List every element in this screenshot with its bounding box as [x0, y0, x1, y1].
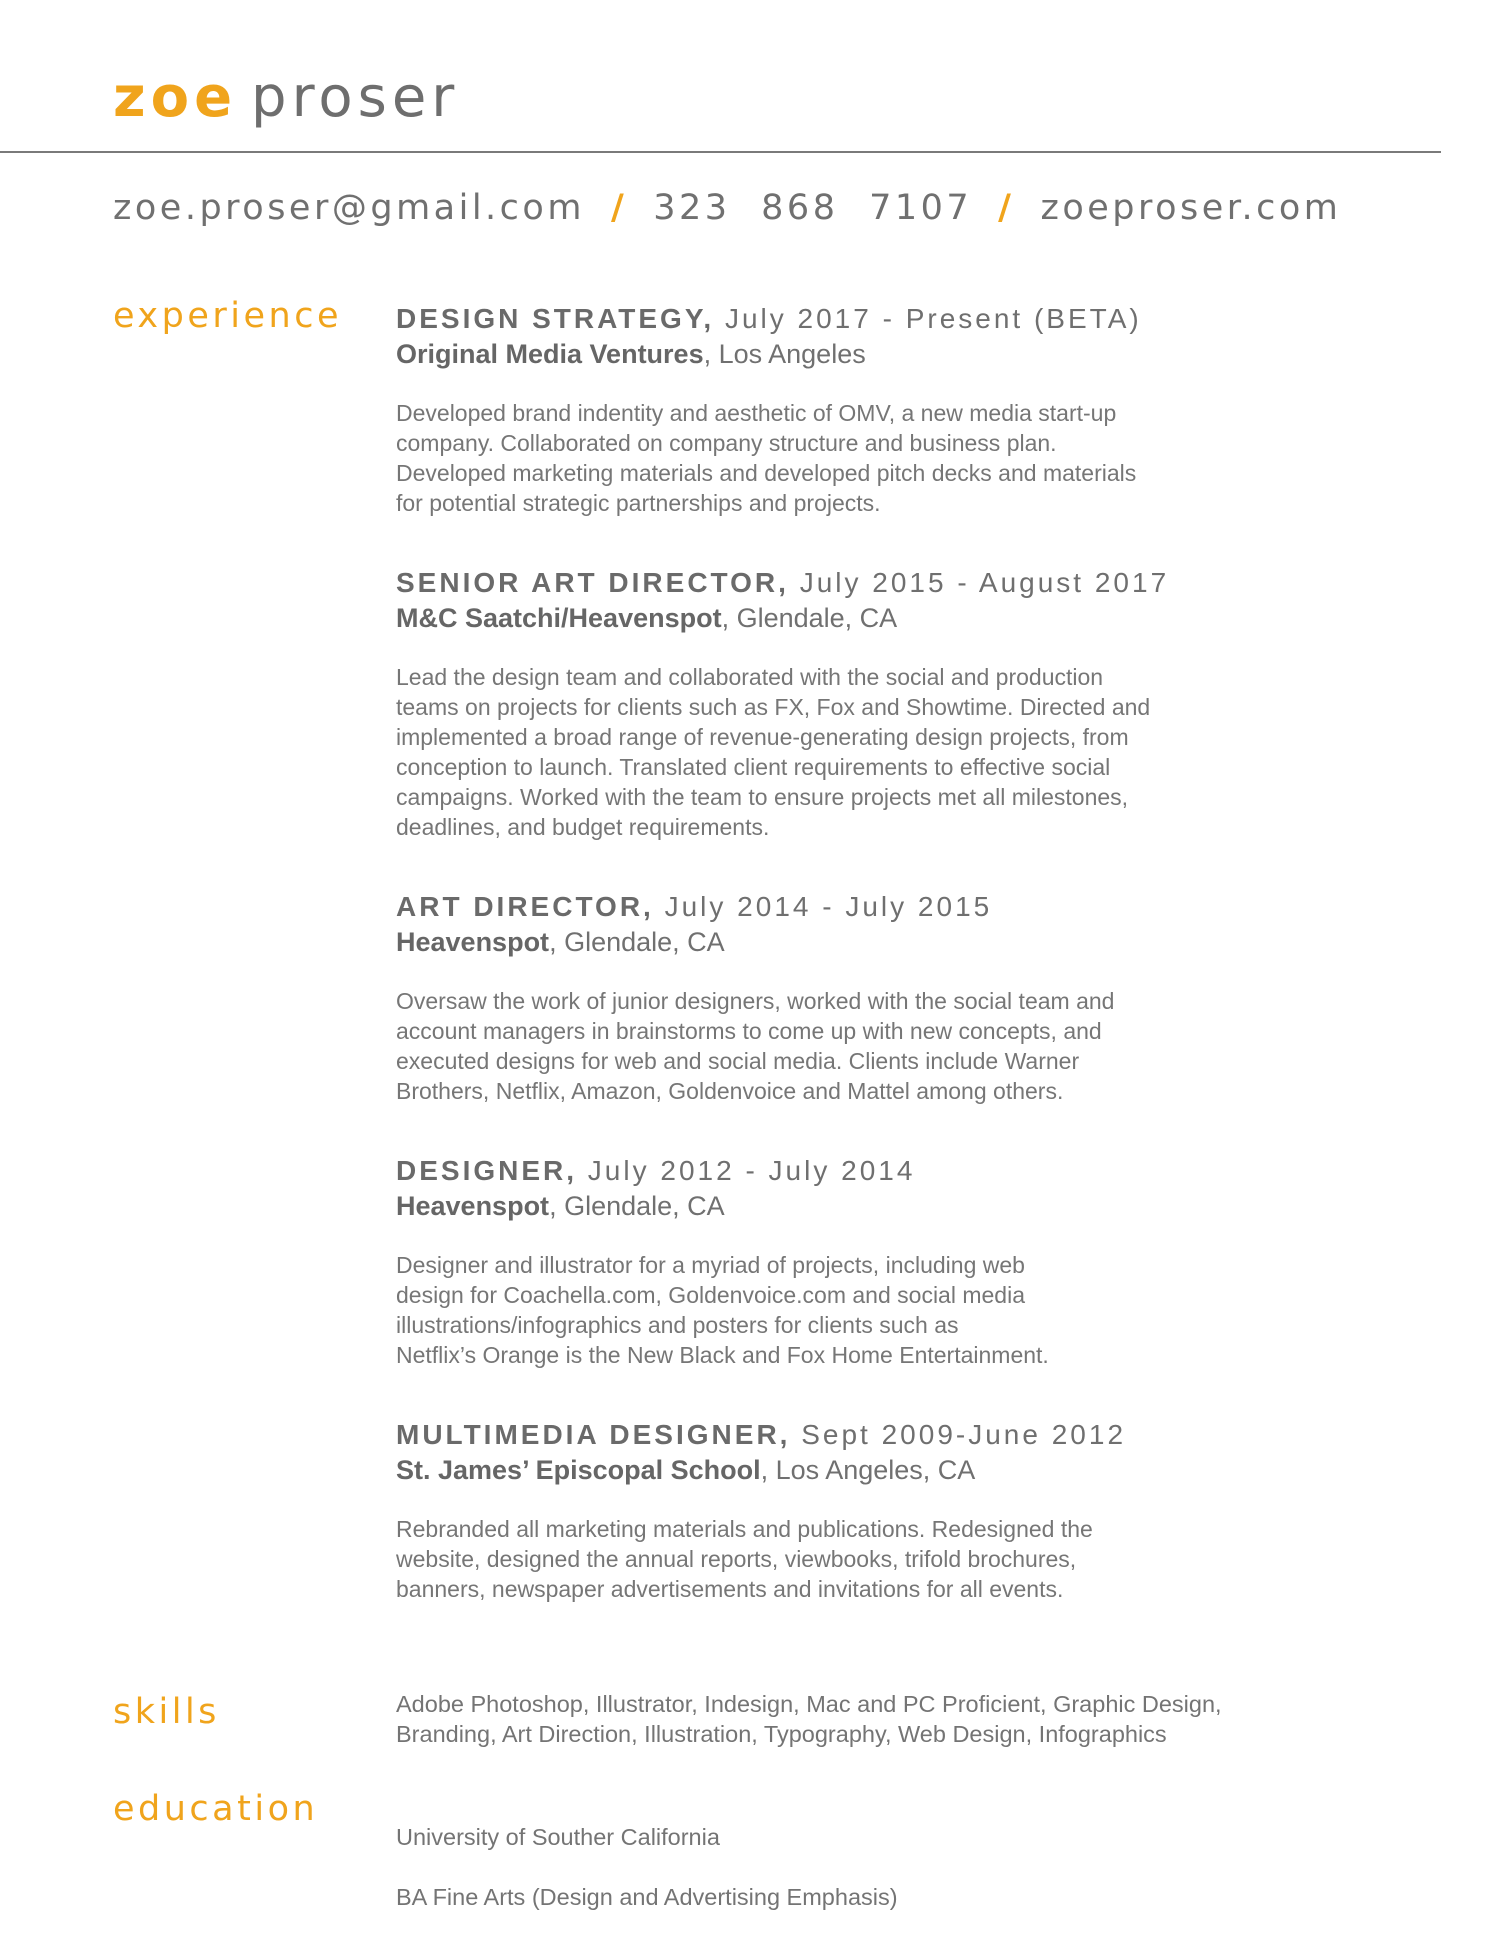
job-header	[396, 566, 1396, 600]
job-location: , Glendale, CA	[549, 1191, 725, 1221]
job-employer	[396, 600, 1396, 636]
education-heading: education	[113, 1789, 319, 1829]
job-dates: July 2017 - Present (BETA)	[714, 303, 1142, 334]
company-name: St. James’ Episcopal School	[396, 1455, 761, 1485]
job-header	[396, 1418, 1396, 1452]
job-description: Oversaw the work of junior designers, worked with the social team and account managers in brainstorms to come up with new concepts, and executed designs for web and social media. Clients include Warner Brothers, Netflix, Amazon, Goldenvoice and Mattel among others.	[396, 988, 1115, 1104]
job-employer	[396, 1452, 1396, 1488]
job-location: , Glendale, CA	[721, 603, 898, 633]
skills-heading: skills	[113, 1692, 220, 1732]
education-degree: BA Fine Arts (Design and Advertising Emphasis)	[396, 1884, 898, 1910]
job-description: Rebranded all marketing materials and publications. Redesigned the website, designed the annual reports, viewbooks, trifold brochures, banners, newspaper advertisements and invitations for all events.	[396, 1516, 1093, 1602]
job-employer	[396, 336, 1396, 372]
skills-text: Adobe Photoshop, Illustrator, Indesign, Mac and PC Proficient, Graphic Design, Branding, Art Direction, Illustration, Typography, Web Design, Infographics	[396, 1691, 1222, 1747]
job-header	[396, 302, 1396, 336]
education-block	[396, 1792, 1396, 1942]
job-entry	[396, 890, 1396, 1106]
job-location: , Los Angeles, CA	[760, 1455, 976, 1485]
job-header	[396, 1154, 1396, 1188]
education-school: University of Souther California	[396, 1824, 720, 1850]
job-entry	[396, 1154, 1396, 1370]
job-location: , Los Angeles	[703, 339, 866, 369]
job-description: Lead the design team and collaborated with the social and production teams on projects for clients such as FX, Fox and Showtime. Directed and implemented a broad range of revenue-generating design projects, from conception to launch. Translated client requirements to effective social campaigns. Worked with the team to ensure projects met all milestones, deadlines, and budget requirements.	[396, 664, 1151, 840]
job-dates: Sept 2009-June 2012	[790, 1419, 1127, 1450]
job-dates: July 2012 - July 2014	[577, 1155, 916, 1186]
job-title: MULTIMEDIA DESIGNER,	[396, 1419, 791, 1450]
company-name: Heavenspot	[396, 927, 550, 957]
job-employer	[396, 924, 1396, 960]
company-name: Heavenspot	[396, 1191, 550, 1221]
job-dates: July 2014 - July 2015	[653, 891, 993, 922]
resume-name	[113, 65, 460, 130]
job-entry	[396, 302, 1396, 518]
job-title: DESIGNER,	[396, 1155, 578, 1186]
job-header	[396, 890, 1396, 924]
header-divider	[0, 151, 1441, 153]
job-entry	[396, 566, 1396, 842]
phone[interactable]: 323 868 7107	[653, 188, 973, 228]
last-name: proser	[251, 65, 460, 130]
job-title: ART DIRECTOR,	[396, 891, 654, 922]
experience-list	[396, 302, 1396, 1652]
first-name: zoe	[113, 65, 238, 130]
email[interactable]: zoe.proser@gmail.com	[113, 188, 585, 228]
job-title: DESIGN STRATEGY,	[396, 303, 715, 334]
job-title: SENIOR ART DIRECTOR,	[396, 567, 789, 598]
job-location: , Glendale, CA	[549, 927, 725, 957]
job-description: Designer and illustrator for a myriad of projects, including web design for Coachella.com, Goldenvoice.com and social media illustrations/infographics and posters for clients such as Netflix’s Orange is the New Black and Fox Home Entertainment.	[396, 1252, 1049, 1368]
company-name: Original Media Ventures	[396, 339, 704, 369]
separator-slash: /	[610, 188, 628, 228]
separator-slash: /	[998, 188, 1015, 228]
job-dates: July 2015 - August 2017	[788, 567, 1170, 598]
job-description: Developed brand indentity and aesthetic of OMV, a new media start-up company. Collaborated on company structure and business plan. Developed marketing materials and developed pitch decks and materials for potential strategic partnerships and projects.	[396, 400, 1137, 516]
job-entry	[396, 1418, 1396, 1604]
experience-heading: experience	[113, 296, 342, 336]
website[interactable]: zoeproser.com	[1040, 188, 1342, 228]
contact-line	[113, 188, 1341, 228]
company-name: M&C Saatchi/Heavenspot	[396, 603, 722, 633]
job-employer	[396, 1188, 1396, 1224]
